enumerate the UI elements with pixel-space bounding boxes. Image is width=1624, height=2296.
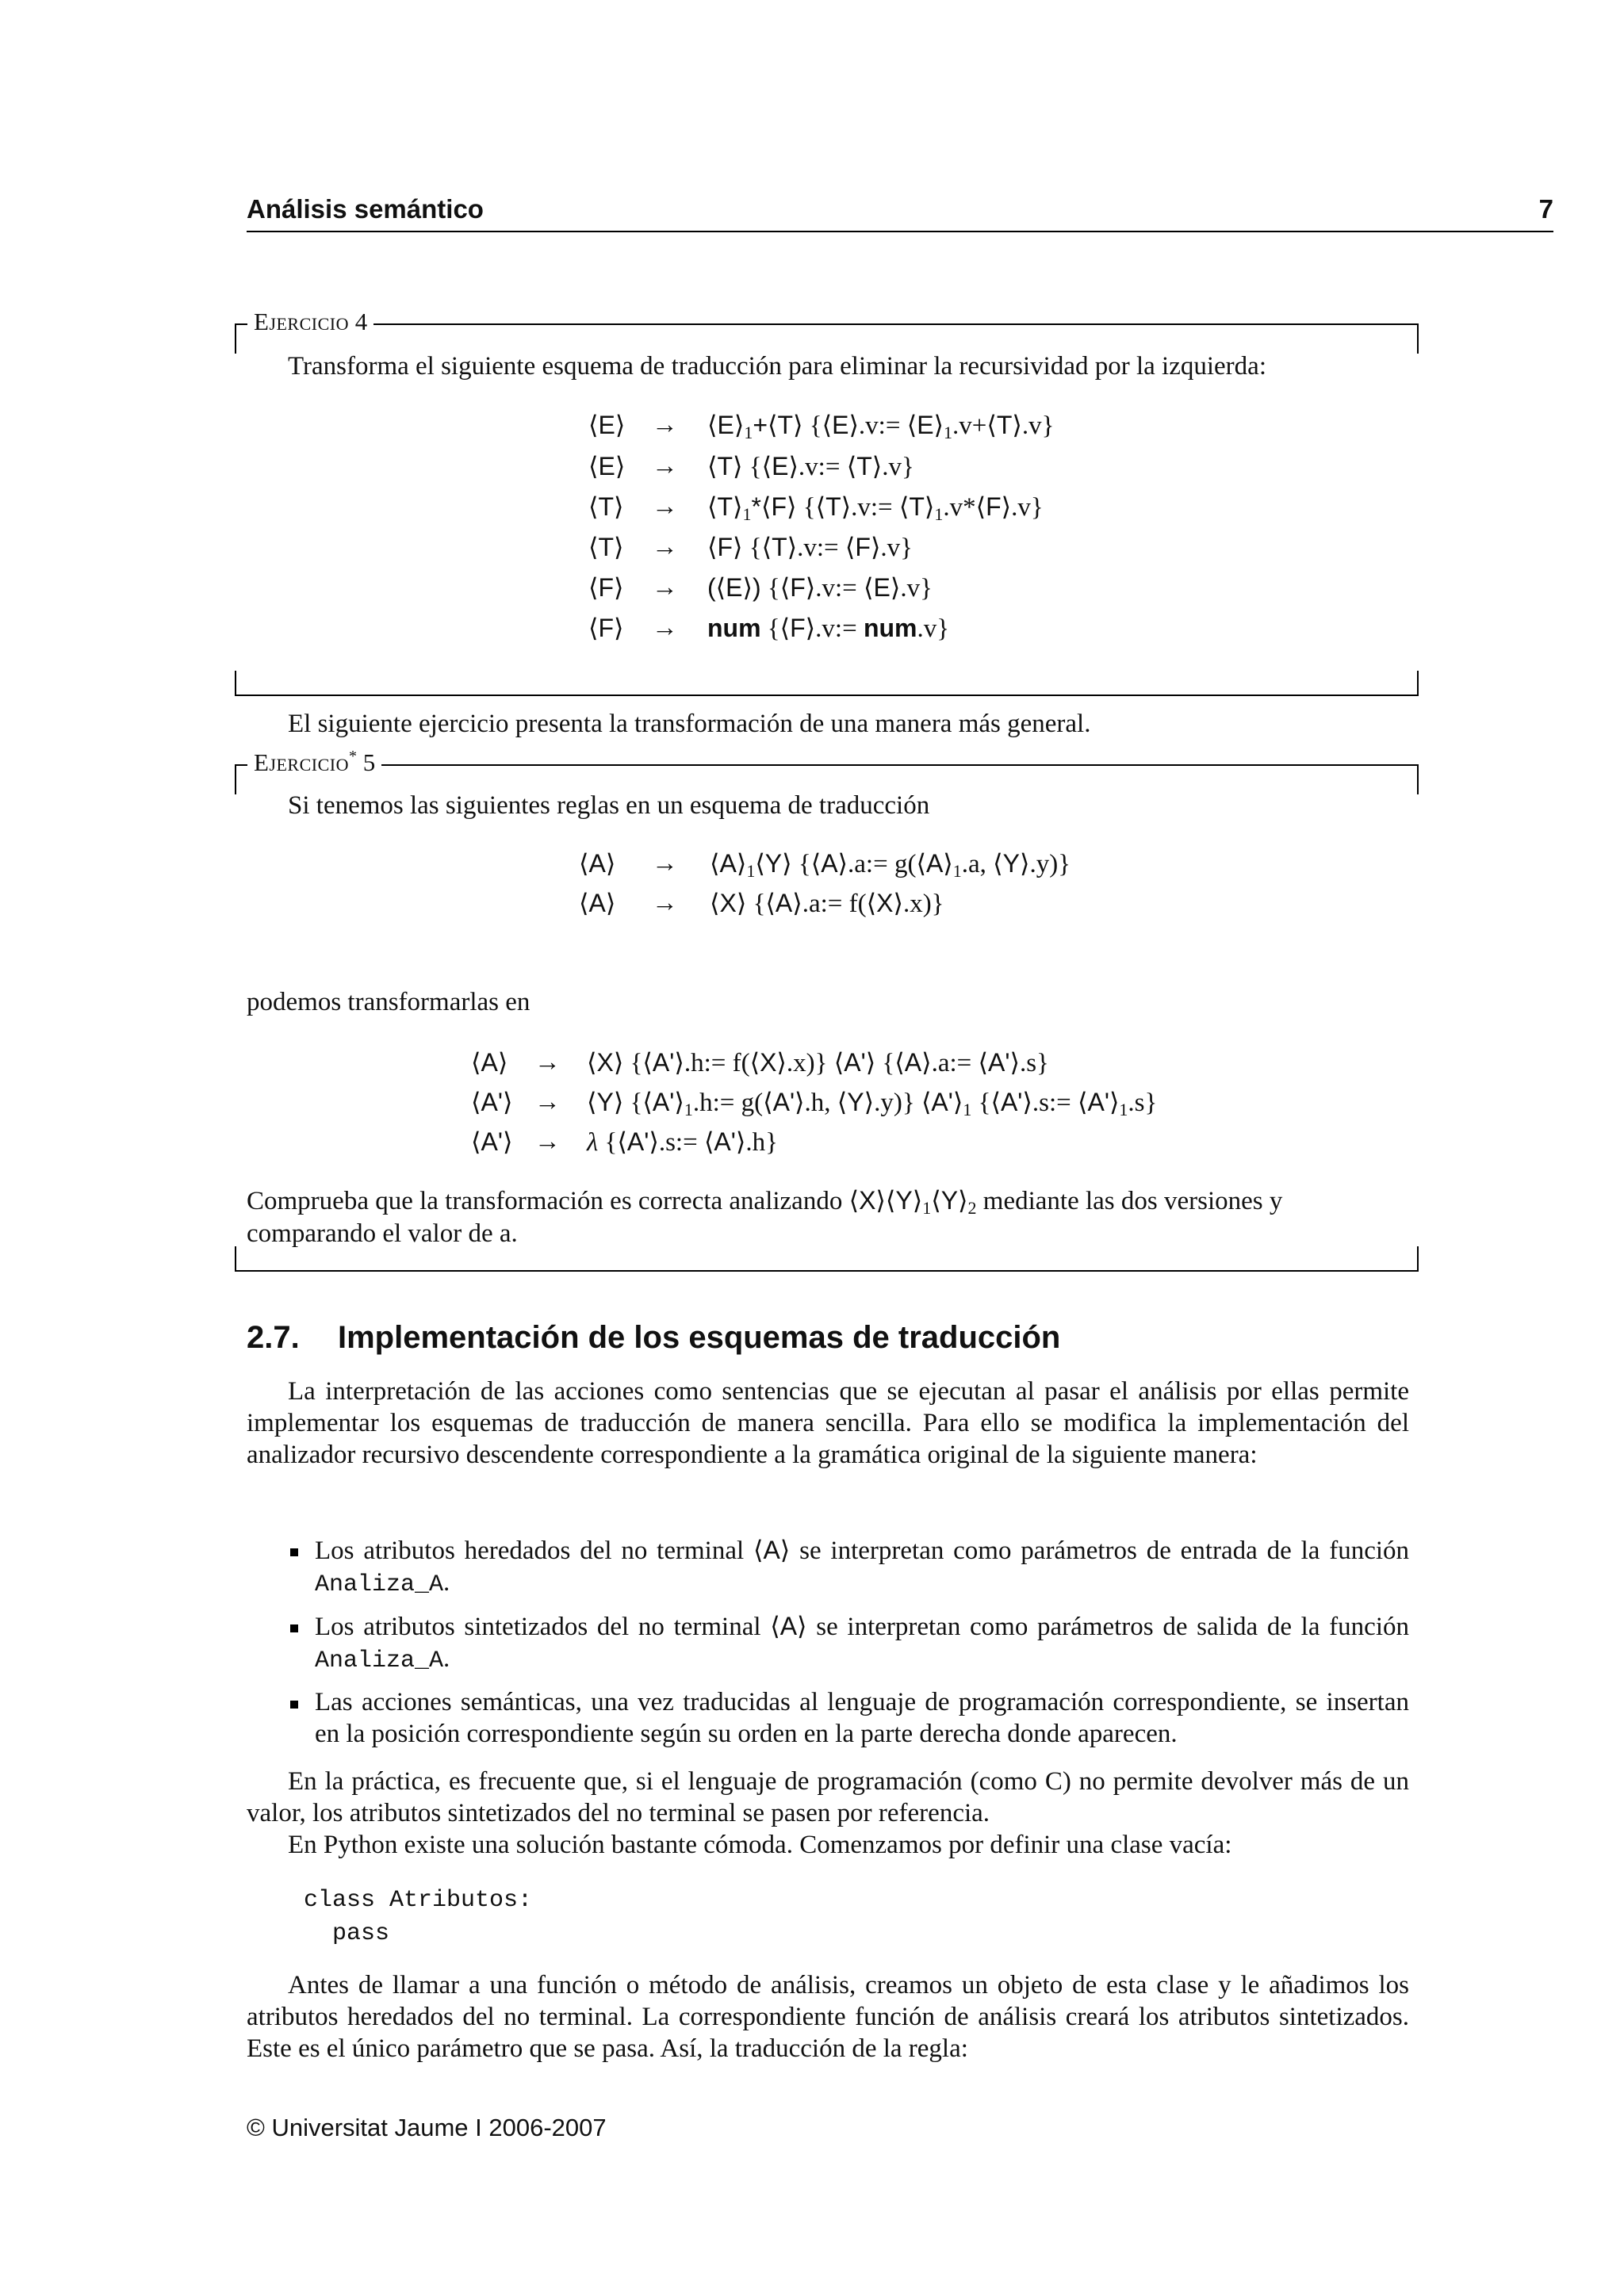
bullet-item: Los atributos sintetizados del no terminal ⟨A⟩ se interpretan como parámetros de salida de la función Analiza_A. — [315, 1612, 1409, 1674]
transform-intro: podemos transformarlas en — [247, 988, 530, 1016]
bullet-marker — [290, 1624, 298, 1632]
section-heading — [247, 1320, 1060, 1356]
box-top-right-tick — [1417, 764, 1419, 794]
exercise-5-intro: Si tenemos las siguientes reglas en un esquema de traducción — [288, 791, 930, 820]
box-top-rule — [235, 323, 1419, 325]
box-bottom-rule — [235, 695, 1419, 696]
box-top-rule — [235, 764, 1419, 766]
box-top-left-tick — [235, 764, 236, 794]
section-title: Implementación de los esquemas de traducción — [338, 1320, 1061, 1355]
box-top-right-tick — [1417, 323, 1419, 354]
box-bottom-right-tick — [1417, 671, 1419, 696]
copyright-footer: © Universitat Jaume I 2006-2007 — [247, 2114, 607, 2141]
box-bottom-rule — [235, 1270, 1419, 1272]
section-paragraph: Antes de llamar a una función o método de análisis, creamos un objeto de esta clase y le añadimos los atributos heredados del no terminal. La correspondiente función de análisis creará los atributos sintetizados. Este es el único parámetro que se pasa. Así, la traducción de la regla: — [247, 1971, 1409, 2063]
bullet-marker — [290, 1701, 298, 1709]
box-bottom-right-tick — [1417, 1246, 1419, 1272]
bullet-marker — [290, 1548, 298, 1556]
running-header — [247, 193, 1553, 232]
code-line: class Atributos: — [304, 1887, 533, 1914]
page-number: 7 — [1538, 194, 1553, 224]
box-bottom-left-tick — [235, 1246, 236, 1272]
bullet-item: Las acciones semánticas, una vez traducidas al lenguaje de programación correspondiente, se insertan en la posición correspondiente según su orden en la parte derecha donde aparecen. — [315, 1688, 1409, 1748]
header-title: Análisis semántico — [247, 194, 484, 224]
between-paragraph: El siguiente ejercicio presenta la transformación de una manera más general. — [288, 710, 1091, 738]
section-paragraph: En la práctica, es frecuente que, si el lenguaje de programación (como C) no permite devolver más de un valor, los atributos sintetizados del no terminal se pasen por referencia. — [247, 1767, 1409, 1827]
section-paragraph: En Python existe una solución bastante cómoda. Comenzamos por definir una clase vacía: — [288, 1831, 1232, 1859]
exercise-4-label: Ejercicio 4 — [247, 308, 373, 336]
box-top-left-tick — [235, 323, 236, 354]
section-paragraph: La interpretación de las acciones como sentencias que se ejecutan al pasar el análisis por ellas permite implementar los esquemas de traducción de manera sencilla. Para ello se modifica la implementación del analizador recursivo descendente correspondiente a la gramática original de la siguiente manera: — [247, 1377, 1409, 1469]
exercise-4-intro: Transforma el siguiente esquema de traducción para eliminar la recursividad por la izquierda: — [288, 352, 1266, 381]
box-bottom-left-tick — [235, 671, 236, 696]
exercise-5-label: Ejercicio* 5 — [247, 748, 381, 777]
code-block — [304, 1884, 532, 1950]
bullet-item: Los atributos heredados del no terminal ⟨A⟩ se interpretan como parámetros de entrada de la función Analiza_A. — [315, 1536, 1410, 1598]
section-number: 2.7. — [247, 1320, 300, 1355]
code-line: pass — [304, 1920, 390, 1947]
check-line-2: comparando el valor de a. — [247, 1219, 518, 1248]
check-line-1: Comprueba que la transformación es correcta analizando $⟨X⟩⟨Y⟩_1⟨Y⟩_2$ mediante las dos versiones y — [247, 1186, 1283, 1218]
